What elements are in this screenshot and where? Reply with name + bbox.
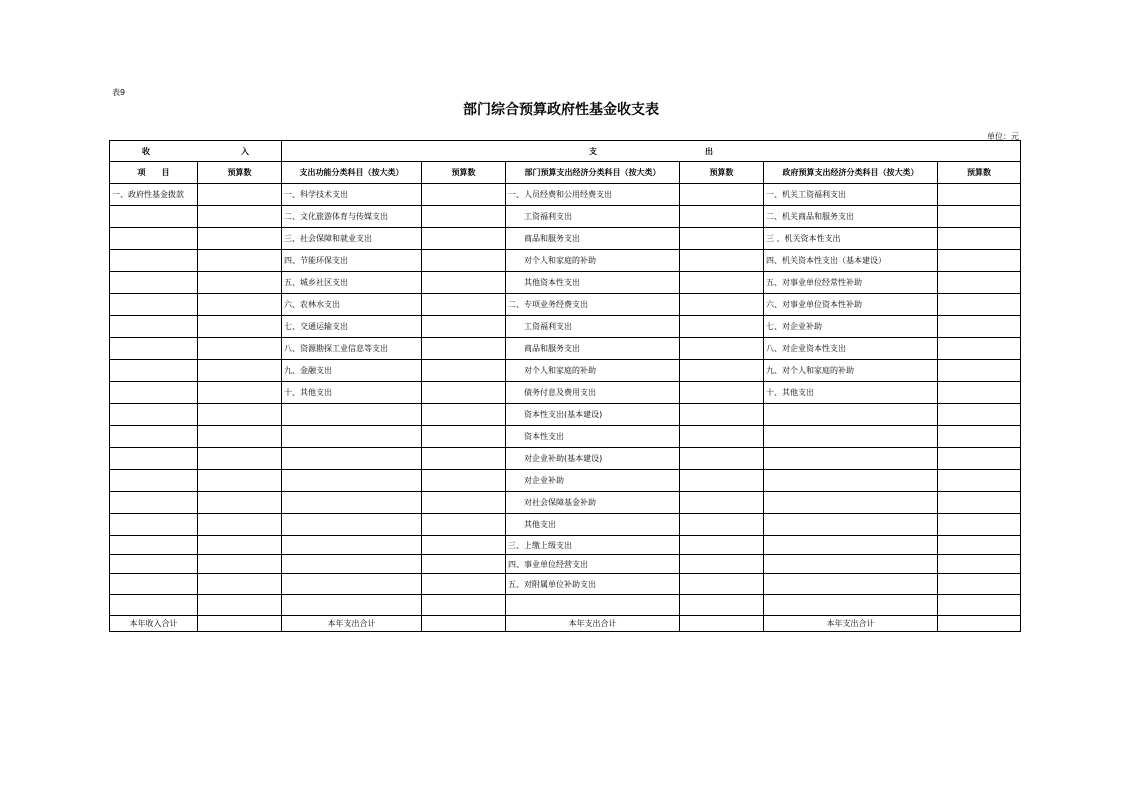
table-row — [110, 316, 1021, 338]
income-total-label: 本年收入合计 — [110, 616, 198, 632]
dept-econ-item: 工资福利支出 — [506, 206, 680, 228]
table-row — [110, 382, 1021, 404]
func-item[interactable] — [282, 574, 422, 595]
dept-econ-amount[interactable] — [680, 294, 764, 316]
func-item: 三、社会保障和就业支出 — [282, 228, 422, 250]
income-amount[interactable] — [198, 574, 282, 595]
gov-total-value — [938, 616, 1021, 632]
func-item[interactable] — [282, 448, 422, 470]
dept-econ-amount[interactable] — [680, 555, 764, 574]
header-amount-1: 预算数 — [198, 162, 282, 184]
func-amount[interactable] — [422, 492, 506, 514]
func-amount[interactable] — [422, 448, 506, 470]
dept-econ-item: 四、事业单位经营支出 — [506, 555, 680, 574]
dept-econ-amount[interactable] — [680, 338, 764, 360]
dept-econ-item: 五、对附属单位补助支出 — [506, 574, 680, 595]
income-amount[interactable] — [198, 514, 282, 536]
table-row — [110, 448, 1021, 470]
page-title: 部门综合预算政府性基金收支表 — [463, 102, 659, 118]
income-amount[interactable] — [198, 555, 282, 574]
table-row — [110, 426, 1021, 448]
gov-econ-item: 七、对企业补助 — [764, 316, 938, 338]
income-item[interactable] — [110, 514, 198, 536]
table-row — [110, 574, 1021, 595]
func-item: 六、农林水支出 — [282, 294, 422, 316]
dept-total-label: 本年支出合计 — [506, 616, 680, 632]
dept-econ-item: 对个人和家庭的补助 — [506, 360, 680, 382]
income-item[interactable] — [110, 382, 198, 404]
gov-econ-amount[interactable] — [938, 382, 1021, 404]
income-amount[interactable] — [198, 470, 282, 492]
dept-econ-item: 对个人和家庭的补助 — [506, 250, 680, 272]
func-item[interactable] — [282, 470, 422, 492]
gov-econ-item: 四、机关资本性支出（基本建设） — [764, 250, 938, 272]
income-amount[interactable] — [198, 272, 282, 294]
func-item: 十、其他支出 — [282, 382, 422, 404]
dept-econ-amount[interactable] — [680, 272, 764, 294]
income-item[interactable] — [110, 250, 198, 272]
func-item: 二、文化旅游体育与传媒支出 — [282, 206, 422, 228]
table-row — [110, 294, 1021, 316]
func-amount[interactable] — [422, 470, 506, 492]
header-item: 项 目 — [110, 162, 198, 184]
gov-econ-amount[interactable] — [938, 426, 1021, 448]
header-amount-3: 预算数 — [680, 162, 764, 184]
dept-econ-item: 其他资本性支出 — [506, 272, 680, 294]
dept-econ-item: 资本性支出 — [506, 426, 680, 448]
dept-econ-amount[interactable] — [680, 470, 764, 492]
gov-econ-amount[interactable] — [938, 294, 1021, 316]
gov-econ-item: 六、对事业单位资本性补助 — [764, 294, 938, 316]
gov-econ-amount[interactable] — [938, 316, 1021, 338]
func-total-value — [422, 616, 506, 632]
dept-econ-item: 一、人员经费和公用经费支出 — [506, 184, 680, 206]
income-item[interactable] — [110, 404, 198, 426]
budget-table — [109, 140, 1021, 632]
gov-econ-item: 十、其他支出 — [764, 382, 938, 404]
table-row — [110, 470, 1021, 492]
gov-econ-item[interactable] — [764, 514, 938, 536]
func-item[interactable] — [282, 492, 422, 514]
income-amount[interactable] — [198, 184, 282, 206]
dept-econ-amount[interactable] — [680, 595, 764, 616]
dept-econ-item: 对企业补助(基本建设) — [506, 448, 680, 470]
func-amount[interactable] — [422, 338, 506, 360]
gov-econ-amount[interactable] — [938, 360, 1021, 382]
header-amount-4: 预算数 — [938, 162, 1021, 184]
func-amount[interactable] — [422, 595, 506, 616]
header-amount-2: 预算数 — [422, 162, 506, 184]
income-amount[interactable] — [198, 382, 282, 404]
income-amount[interactable] — [198, 206, 282, 228]
gov-econ-amount[interactable] — [938, 404, 1021, 426]
func-item[interactable] — [282, 536, 422, 555]
func-total-label: 本年支出合计 — [282, 616, 422, 632]
income-amount[interactable] — [198, 448, 282, 470]
dept-econ-item: 债务付息及费用支出 — [506, 382, 680, 404]
dept-econ-item: 商品和服务支出 — [506, 338, 680, 360]
gov-econ-item: 九、对个人和家庭的补助 — [764, 360, 938, 382]
func-item[interactable] — [282, 514, 422, 536]
func-amount[interactable] — [422, 250, 506, 272]
func-item: 一、科学技术支出 — [282, 184, 422, 206]
func-amount[interactable] — [422, 206, 506, 228]
func-amount[interactable] — [422, 574, 506, 595]
income-item[interactable] — [110, 272, 198, 294]
table-row — [110, 555, 1021, 574]
table-row — [110, 404, 1021, 426]
func-item[interactable] — [282, 404, 422, 426]
gov-econ-amount[interactable] — [938, 206, 1021, 228]
gov-econ-item: 三 、机关资本性支出 — [764, 228, 938, 250]
dept-econ-amount[interactable] — [680, 184, 764, 206]
gov-econ-item: 二、机关商品和服务支出 — [764, 206, 938, 228]
gov-econ-item[interactable] — [764, 448, 938, 470]
gov-econ-item[interactable] — [764, 574, 938, 595]
total-row — [110, 616, 1021, 632]
income-item[interactable] — [110, 228, 198, 250]
gov-econ-amount[interactable] — [938, 470, 1021, 492]
income-item[interactable] — [110, 316, 198, 338]
gov-econ-item[interactable] — [764, 595, 938, 616]
func-amount[interactable] — [422, 382, 506, 404]
gov-econ-amount[interactable] — [938, 574, 1021, 595]
func-amount[interactable] — [422, 316, 506, 338]
table-row — [110, 250, 1021, 272]
dept-econ-item: 商品和服务支出 — [506, 228, 680, 250]
table-row — [110, 492, 1021, 514]
header-gov-econ: 政府预算支出经济分类科目（按大类） — [764, 162, 938, 184]
func-amount[interactable] — [422, 555, 506, 574]
gov-econ-amount[interactable] — [938, 514, 1021, 536]
func-amount[interactable] — [422, 360, 506, 382]
dept-econ-amount[interactable] — [680, 426, 764, 448]
func-amount[interactable] — [422, 426, 506, 448]
dept-econ-item: 资本性支出(基本建设) — [506, 404, 680, 426]
income-amount[interactable] — [198, 250, 282, 272]
table-row — [110, 228, 1021, 250]
gov-econ-amount[interactable] — [938, 448, 1021, 470]
gov-econ-amount[interactable] — [938, 536, 1021, 555]
section-header-row — [110, 141, 1021, 162]
gov-econ-item[interactable] — [764, 536, 938, 555]
dept-econ-amount[interactable] — [680, 228, 764, 250]
unit-label: 单位：元 — [987, 132, 1019, 141]
func-amount[interactable] — [422, 404, 506, 426]
dept-econ-item[interactable] — [506, 595, 680, 616]
gov-econ-item[interactable] — [764, 404, 938, 426]
income-item[interactable] — [110, 426, 198, 448]
gov-econ-item: 一、机关工资福利支出 — [764, 184, 938, 206]
income-item: 一、政府性基金拨款 — [110, 184, 198, 206]
table-row — [110, 595, 1021, 616]
dept-econ-item: 对社会保障基金补助 — [506, 492, 680, 514]
income-section-char1: 收 — [142, 146, 150, 156]
header-func-class: 支出功能分类科目（按大类） — [282, 162, 422, 184]
func-item[interactable] — [282, 595, 422, 616]
dept-total-value — [680, 616, 764, 632]
income-item[interactable] — [110, 595, 198, 616]
gov-econ-item[interactable] — [764, 492, 938, 514]
income-section-header — [110, 141, 282, 162]
income-amount[interactable] — [198, 294, 282, 316]
income-item[interactable] — [110, 448, 198, 470]
table-row — [110, 536, 1021, 555]
func-item[interactable] — [282, 555, 422, 574]
income-item[interactable] — [110, 338, 198, 360]
gov-econ-amount[interactable] — [938, 338, 1021, 360]
income-amount[interactable] — [198, 360, 282, 382]
dept-econ-amount[interactable] — [680, 536, 764, 555]
income-item[interactable] — [110, 294, 198, 316]
gov-econ-amount[interactable] — [938, 228, 1021, 250]
func-item: 九、金融支出 — [282, 360, 422, 382]
header-dept-econ: 部门预算支出经济分类科目（按大类） — [506, 162, 680, 184]
income-item[interactable] — [110, 555, 198, 574]
dept-econ-amount[interactable] — [680, 404, 764, 426]
gov-econ-item[interactable] — [764, 470, 938, 492]
gov-econ-item: 八、对企业资本性支出 — [764, 338, 938, 360]
dept-econ-item: 三、上缴上级支出 — [506, 536, 680, 555]
func-amount[interactable] — [422, 184, 506, 206]
income-item[interactable] — [110, 536, 198, 555]
gov-econ-amount[interactable] — [938, 250, 1021, 272]
gov-econ-amount[interactable] — [938, 272, 1021, 294]
income-amount[interactable] — [198, 426, 282, 448]
dept-econ-amount[interactable] — [680, 574, 764, 595]
dept-econ-amount[interactable] — [680, 316, 764, 338]
table-row — [110, 360, 1021, 382]
func-item: 七、交通运输支出 — [282, 316, 422, 338]
income-section-char2: 入 — [241, 146, 249, 156]
dept-econ-item: 工资福利支出 — [506, 316, 680, 338]
income-item[interactable] — [110, 574, 198, 595]
func-amount[interactable] — [422, 514, 506, 536]
expense-section-header — [282, 141, 1021, 162]
dept-econ-amount[interactable] — [680, 360, 764, 382]
gov-econ-item: 五、对事业单位经常性补助 — [764, 272, 938, 294]
dept-econ-amount[interactable] — [680, 382, 764, 404]
expense-section-char2: 出 — [705, 146, 713, 156]
func-item: 八、资源勘探工业信息等支出 — [282, 338, 422, 360]
func-amount[interactable] — [422, 228, 506, 250]
gov-econ-item[interactable] — [764, 555, 938, 574]
income-amount[interactable] — [198, 338, 282, 360]
table-row — [110, 206, 1021, 228]
income-amount[interactable] — [198, 492, 282, 514]
func-amount[interactable] — [422, 272, 506, 294]
func-item: 四、节能环保支出 — [282, 250, 422, 272]
dept-econ-amount[interactable] — [680, 448, 764, 470]
table-number: 表9 — [112, 88, 126, 97]
table-row — [110, 514, 1021, 536]
func-amount[interactable] — [422, 536, 506, 555]
func-item[interactable] — [282, 426, 422, 448]
table-row — [110, 272, 1021, 294]
gov-econ-item[interactable] — [764, 426, 938, 448]
dept-econ-amount[interactable] — [680, 250, 764, 272]
gov-econ-amount[interactable] — [938, 595, 1021, 616]
income-item[interactable] — [110, 206, 198, 228]
dept-econ-amount[interactable] — [680, 492, 764, 514]
func-amount[interactable] — [422, 294, 506, 316]
func-item: 五、城乡社区支出 — [282, 272, 422, 294]
income-amount[interactable] — [198, 404, 282, 426]
income-item[interactable] — [110, 470, 198, 492]
income-item[interactable] — [110, 492, 198, 514]
table-row — [110, 184, 1021, 206]
income-amount[interactable] — [198, 595, 282, 616]
expense-section-char1: 支 — [589, 146, 597, 156]
column-header-row — [110, 162, 1021, 184]
dept-econ-item: 其他支出 — [506, 514, 680, 536]
gov-econ-amount[interactable] — [938, 555, 1021, 574]
table-row — [110, 338, 1021, 360]
income-total-value — [198, 616, 282, 632]
income-amount[interactable] — [198, 316, 282, 338]
income-amount[interactable] — [198, 228, 282, 250]
dept-econ-item: 二、专项业务经费支出 — [506, 294, 680, 316]
gov-econ-amount[interactable] — [938, 184, 1021, 206]
income-amount[interactable] — [198, 536, 282, 555]
gov-total-label: 本年支出合计 — [764, 616, 938, 632]
dept-econ-amount[interactable] — [680, 514, 764, 536]
dept-econ-amount[interactable] — [680, 206, 764, 228]
dept-econ-item: 对企业补助 — [506, 470, 680, 492]
gov-econ-amount[interactable] — [938, 492, 1021, 514]
income-item[interactable] — [110, 360, 198, 382]
